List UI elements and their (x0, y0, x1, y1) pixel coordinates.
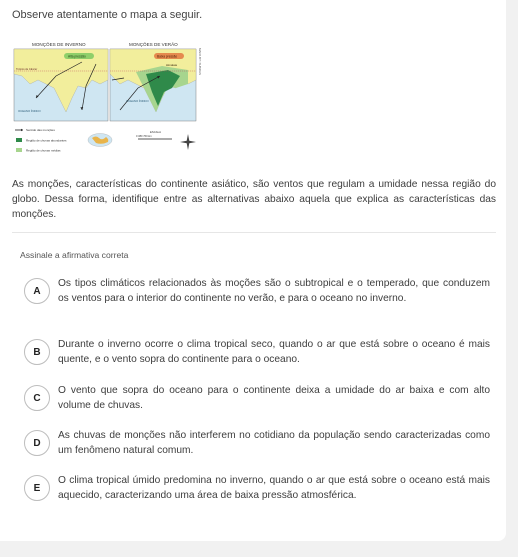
option-d[interactable] (20, 428, 496, 458)
option-text[interactable]: Os tipos climáticos relacionados às moções são o subtropical e o temperado, que conduzem os ventos para o interior do continente no verão, e para o oceano no inverno. (58, 278, 490, 304)
question-intro: As monções, características do continente asiático, são ventos que regulam a umidade nessa região do globo. Dessa forma, identifique entre as alternativas abaixo aquela que explica as características das monções. (12, 179, 496, 220)
summer-low-pressure-label: Baixa pressão (157, 54, 178, 59)
monsoon-map-figure (12, 40, 202, 158)
map-title-winter: MONÇÕES DE INVERNO (32, 42, 86, 47)
question-prompt: Observe atentamente o mapa a seguir. (12, 9, 203, 21)
summer-himalaia-label: Himalaia (166, 63, 177, 67)
option-c[interactable] (20, 383, 496, 413)
map-credit: MAPA BY: SUNDAS (198, 48, 202, 75)
option-text[interactable]: O clima tropical úmido predomina no inverno, quando o ar que está sobre o oceano está mais aquecido, caracterizando uma área de baixa pressão atmosférica. (58, 475, 490, 501)
option-b[interactable] (20, 337, 496, 367)
option-letter-badge[interactable]: A (24, 278, 50, 304)
winter-ocean-label: OCEANO ÍNDICO (18, 109, 41, 113)
option-text[interactable]: O vento que sopra do oceano para o continente deixa a umidade do ar baixa e com alto volume de chuvas. (58, 385, 490, 411)
winter-tropic-label: Trópico de Câncer (16, 68, 38, 71)
option-letter-badge[interactable]: E (24, 475, 50, 501)
legend-wind: Sentido das monções (26, 128, 55, 133)
globe-icon (88, 134, 112, 147)
map-scale (136, 130, 172, 139)
winter-high-pressure-label: Alta pressão (68, 54, 86, 59)
option-text[interactable]: Durante o inverno ocorre o clima tropical seco, quando o ar que está sobre o oceano é mais quente, e o vento sopra do continente para o oceano. (58, 339, 490, 365)
option-letter-badge[interactable]: B (24, 339, 50, 365)
option-a[interactable] (20, 276, 496, 306)
option-text[interactable]: As chuvas de monções não interferem no cotidiano da população sendo caracterizadas como um fenômeno natural comum. (58, 430, 490, 456)
scale-values: 0 380 760 km (136, 135, 152, 138)
map-legend (15, 128, 67, 152)
winter-map-panel (14, 49, 108, 121)
legend-medium-rain: Região de chuvas médias (26, 148, 61, 153)
option-letter-badge[interactable]: D (24, 430, 50, 456)
option-letter-badge[interactable]: C (24, 385, 50, 411)
option-e[interactable] (20, 473, 496, 503)
divider (12, 232, 496, 233)
question-instruction: Assinale a afirmativa correta (20, 250, 129, 260)
summer-map-panel (110, 49, 196, 121)
summer-ocean-label: OCEANO ÍNDICO (126, 99, 149, 103)
scale-title: ESCALA (150, 130, 162, 134)
map-title-summer: MONÇÕES DE VERÃO (129, 42, 178, 47)
legend-heavy-rain: Região de chuvas abundantes (26, 138, 67, 143)
compass-rose-icon (180, 134, 196, 150)
